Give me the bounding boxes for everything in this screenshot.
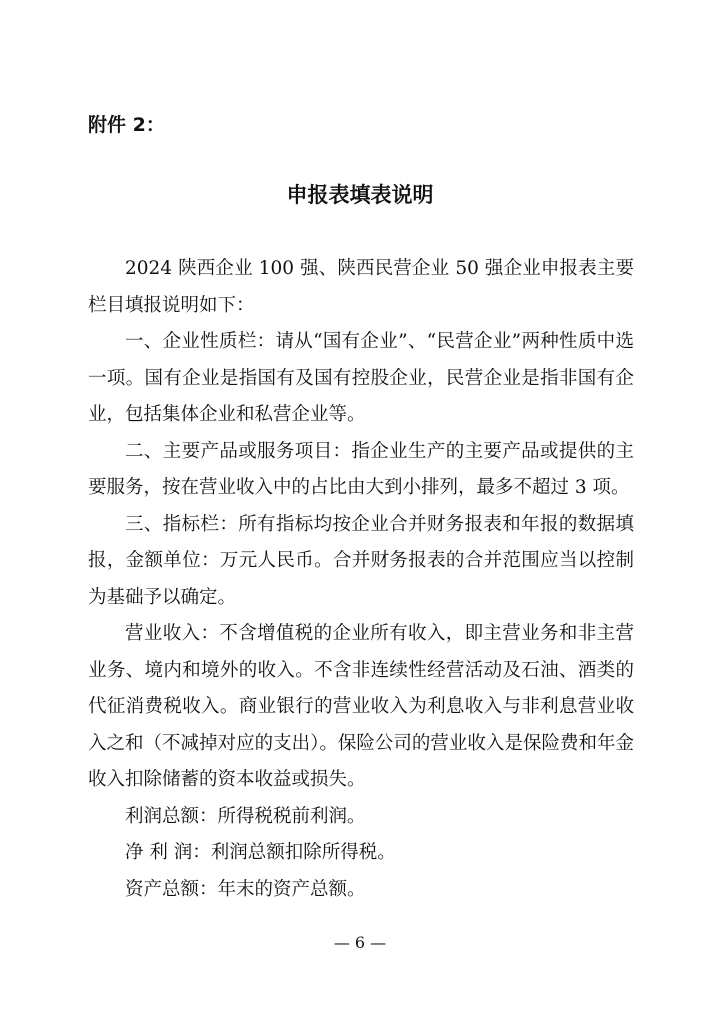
page-number: — 6 — [333,933,387,952]
paragraph-total-assets: 资产总额：年末的资产总额。 [125,878,366,900]
paragraph-net-profit: 净 利 润：利润总额扣除所得税。 [125,842,396,863]
document-title: 申报表填表说明 [286,183,434,207]
attachment-label: 附件 2： [88,114,165,136]
paragraph-operating-revenue: 营业收入：不含增值税的企业所有收入，即主营业务和非主营业务、境内和境外的收入。不含非连续性经营活动及石油、酒类的代征消费税收入。商业银行的营业收入为利息收入与非利息营业收入之和（不减掉对应的支出）。保险公司的营业收入是保险费和年金收入扣除储蓄的资本收益或损失。 [88,623,634,790]
paragraph-enterprise-nature: 一、企业性质栏：请从“国有企业”、“民营企业”两种性质中选一项。国有企业是指国有及国有控股企业，民营企业是指非国有企业，包括集体企业和私营企业等。 [88,331,634,425]
paragraph-indicators: 三、指标栏：所有指标均按企业合并财务报表和年报的数据填报，金额单位：万元人民币。合并财务报表的合并范围应当以控制为基础予以确定。 [88,513,634,608]
paragraph-main-products: 二、主要产品或服务项目：指企业生产的主要产品或提供的主要服务，按在营业收入中的占比由大到小排列，最多不超过 3 项。 [88,440,634,498]
paragraph-total-profit: 利润总额：所得税税前利润。 [125,805,366,827]
paragraph-intro: 2024 陕西企业 100 强、陕西民营企业 50 强企业申报表主要栏目填报说明如下： [88,258,634,316]
document-body [88,251,634,908]
